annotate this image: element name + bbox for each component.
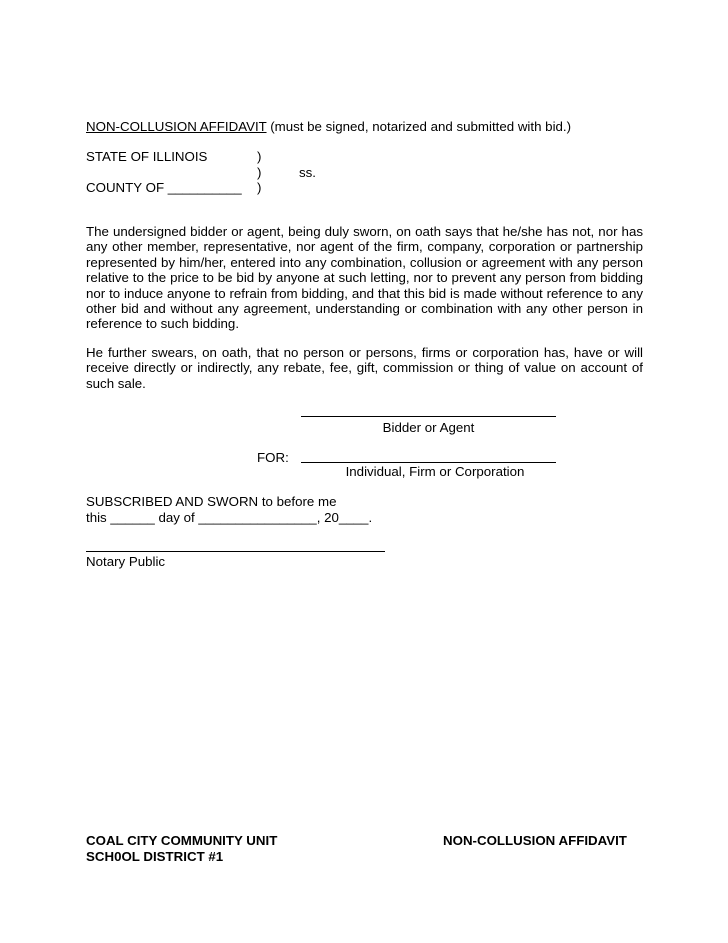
document-title: NON-COLLUSION AFFIDAVIT [86, 119, 267, 134]
venue-paren-1: ) [257, 149, 262, 164]
affidavit-paragraph-1: The undersigned bidder or agent, being duly sworn, on oath says that he/she has not, nor has any other member, representative, nor agent of the firm, company, corporation or partnership represented by him/her, entered into any combination, collusion or agreement with any person relative to the price to be bid by anyone at such letting, nor to prevent any person from bidding nor to induce anyone to refrain from bidding, and that this bid is made without reference to any other bid and without any agreement, understanding or combination with any other person in reference to such bidding. [86, 224, 643, 332]
footer-district-line-1: COAL CITY COMMUNITY UNIT [86, 833, 278, 848]
ss-abbreviation: ss. [299, 165, 316, 180]
for-label: FOR: [257, 450, 289, 465]
affidavit-paragraph-2: He further swears, on oath, that no person or persons, firms or corporation has, have or will receive directly or indirectly, any rebate, fee, gift, commission or thing of value on account of such sale. [86, 345, 643, 391]
state-line: STATE OF ILLINOIS [86, 149, 208, 164]
notary-label: Notary Public [86, 554, 166, 569]
subscribed-line: SUBSCRIBED AND SWORN to before me [86, 494, 337, 509]
notary-signature-line[interactable] [86, 551, 385, 552]
footer-document-title: NON-COLLUSION AFFIDAVIT [443, 833, 627, 848]
county-line: COUNTY OF __________ [86, 180, 242, 195]
entity-signature-line[interactable] [301, 462, 556, 463]
venue-paren-3: ) [257, 180, 262, 195]
document-heading [86, 119, 571, 135]
venue-paren-2: ) [257, 165, 262, 180]
entity-label: Individual, Firm or Corporation [345, 464, 525, 479]
bidder-label: Bidder or Agent [382, 420, 475, 435]
footer-district-line-2: SCH0OL DISTRICT #1 [86, 849, 224, 864]
date-line[interactable]: this ______ day of ________________, 20____. [86, 510, 373, 525]
document-note: (must be signed, notarized and submitted with bid.) [266, 119, 572, 134]
bidder-signature-line[interactable] [301, 416, 556, 417]
